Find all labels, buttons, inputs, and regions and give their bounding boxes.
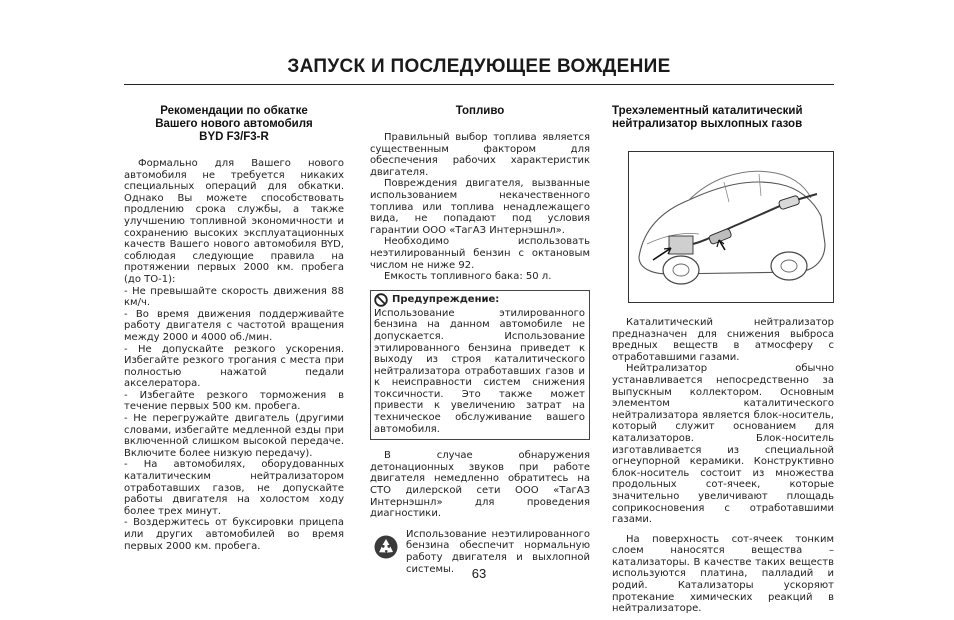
column-break-in — [124, 105, 344, 552]
catalyst-heading — [612, 105, 834, 131]
prohibition-icon — [374, 293, 388, 307]
catalyst-paragraph: Нейтрализатор обычно устанавливается непосредственно за выпускным коллектором. Основным элементом каталитического нейтрализатора является блок-носитель, который служит основанием для катализаторов. Блок-носитель изготавливается из специальной огнеупорной керамики. Конструктивно блок-носитель состоит из множества продольных сот-ячеек, которые значительно увеличивают площадь соприкосновения с отработавшими газами. — [612, 363, 834, 526]
catalyst-paragraph: На поверхность сот-ячеек тонким слоем наносятся вещества – катализаторы. В качестве таких веществ используются платина, палладий и родий. Катализаторы ускоряют протекание химических реакций в нейтрализаторе. — [612, 533, 834, 615]
list-item: - Не превышайте скорость движения 88 км/ч. — [124, 285, 344, 309]
list-item: - Избегайте резкого торможения в течение первых 500 км. пробега. — [124, 389, 344, 413]
fuel-paragraph: В случае обнаружения детонационных звуков при работе двигателя немедленно обратитесь на СТО дилерской сети ООО «ТагАЗ Интернэшнл» для проведения диагностики. — [370, 450, 590, 520]
warning-header — [374, 293, 585, 307]
break-in-heading — [124, 105, 344, 144]
fuel-paragraph: Необходимо использовать неэтилированный бензин с октановым числом не ниже 92. — [370, 236, 590, 271]
column-fuel — [370, 105, 590, 575]
break-in-heading-line1: Рекомендации по обкатке — [160, 105, 308, 117]
list-item: - Не допускайте резкого ускорения. Избегайте резкого трогания с места при полностью нажатой педали акселератора. — [124, 343, 344, 390]
break-in-intro: Формально для Вашего нового автомобиля не требуется никаких специальных операций для обкатки. Однако Вы можете способствовать продлению срока службы, а также улучшению топливной экономичности и сохранению высоких эксплуатационных качеств Вашего нового автомобиля BYD, соблюдая следующие правила на протяжении первых 2000 км. пробега (до ТО-1): — [124, 158, 344, 285]
fuel-paragraph: Правильный выбор топлива является существенным фактором для обеспечения рабочих характеристик двигателя. — [370, 132, 590, 178]
recycle-icon — [374, 535, 398, 559]
warning-box — [370, 290, 590, 441]
fuel-heading: Топливо — [455, 105, 505, 117]
break-in-heading-line2: Вашего нового автомобиля — [155, 118, 313, 130]
car-catalyst-illustration — [628, 151, 834, 303]
page-number: 63 — [471, 566, 487, 581]
list-item: - Воздержитесь от буксировки прицепа или других автомобилей во время первых 2000 км. пробега. — [124, 517, 344, 552]
list-item: - На автомобилях, оборудованных каталитическим нейтрализатором отработавших газов, не допускайте работы двигателя на холостом ходу более трех минут. — [124, 459, 344, 517]
list-item: - Не перегружайте двигатель (другими словами, избегайте медленной езды при включенной слишком высокой передаче. Включите более низкую передачу). — [124, 413, 344, 459]
list-item: - Во время движения поддерживайте работу двигателя с частотой вращения между 2000 и 4000 об./мин. — [124, 308, 344, 343]
column-catalyst — [612, 105, 834, 615]
fuel-paragraph: Емкость топливного бака: 50 л. — [384, 271, 552, 283]
break-in-heading-line3: BYD F3/F3-R — [199, 131, 269, 143]
fuel-paragraph: Повреждения двигателя, вызванные использованием некачественного топлива или топлива ненадлежащего вида, не попадают под условия гарантии ООО «ТагАЗ Интернэшнл». — [370, 178, 590, 236]
warning-title: Предупреждение: — [392, 293, 500, 305]
page-title: ЗАПУСК И ПОСЛЕДУЮЩЕЕ ВОЖДЕНИЕ — [287, 56, 671, 77]
header-divider — [124, 84, 834, 85]
catalyst-paragraph: Каталитический нейтрализатор предназначен для снижения выброса вредных веществ в атмосферу с отработавшими газами. — [612, 317, 834, 363]
warning-text: Использование этилированного бензина на данном автомобиле не допускается. Использование этилированного бензина приведет к выходу из строя каталитического нейтрализатора отработавших газов и к неисправности систем снижения токсичности. Это также может привести к увеличению затрат на техническое обслуживание вашего автомобиля. — [374, 307, 585, 435]
catalyst-heading-line1: Трехэлементный каталитический — [612, 105, 803, 117]
catalyst-heading-line2: нейтрализатор выхлопных газов — [612, 118, 803, 130]
eco-text: Использование неэтилированного бензина обеспечит нормальную работу двигателя и выхлопной системы. — [406, 528, 590, 575]
car-illustration — [629, 152, 833, 302]
